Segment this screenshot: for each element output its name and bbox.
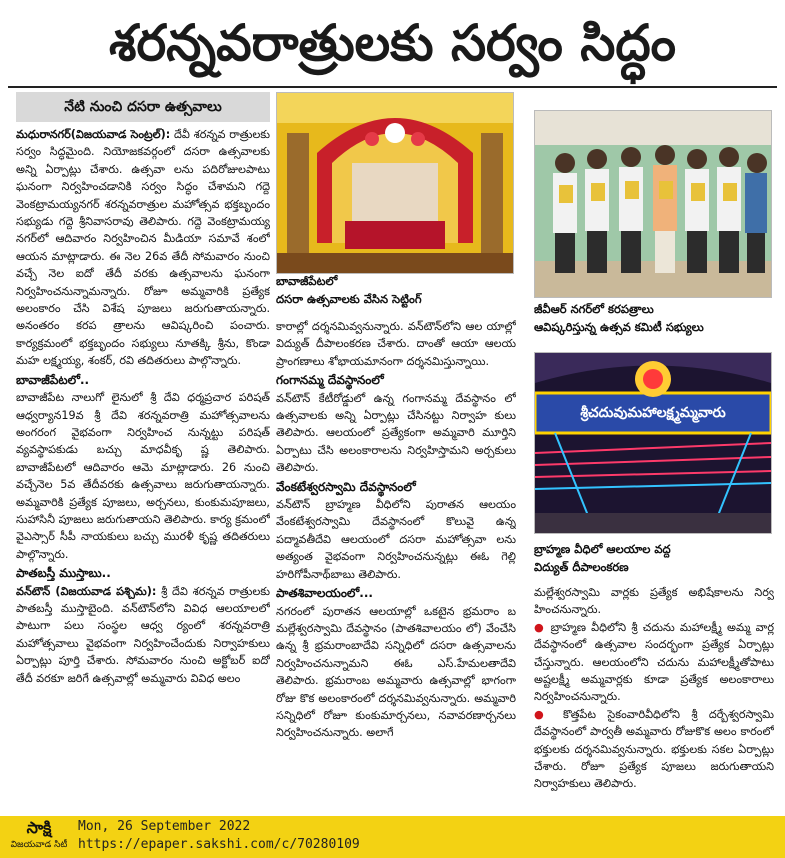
edition-date: Mon, 26 September 2022 — [78, 819, 251, 834]
subheadline: నేటి నుంచి దసరా ఉత్సవాలు — [16, 92, 270, 122]
bullet-icon: ● — [534, 707, 552, 721]
paragraph: నగరంలో పురాతన ఆలయాల్లో ఒకటైన భ్రమరాం బ మల్లేశ్వరస్వామి దేవస్థానం (పాతశివాలయం లో) వేంచేసి ఉన్న శ్రీ భ్రమరాంబాదేవి సన్నిధిలో దసరా ఉత్సవాలను నిర్వహించనున్నామని ఈఓ ఎస్.హేమలతాదేవి తెలిపారు. భ్రమరాంబ అమ్మవారు ఉత్సవాల్లో భాగంగా రోజు కొక అలంకారంలో దర్శనమివ్వనున్నారు. అమ్మవారి సన్నిధిలో రోజూ కుంకుమార్చనలు, నవావరణార్చనలు నిర్వహించనున్నారు. అలాగే — [276, 604, 516, 740]
paragraph: బావాజీపేట నాలుగో లైనులో శ్రీ దేవి ధర్మప్రచార పరిషత్ ఆధ్వర్యాన19వ శ్రీ దేవి శరన్నవరాత్రి మహోత్సవాలను అంగరంగ వైభవంగా నిర్వహించ నున్నట్టు పరిషత్ వ్యవస్థాపకుడు బచ్చు మాధవీకృ ష్ణ తెలిపారు. బావాజీపేటలో ఆదివారం ఆమె మాట్లాడారు. 26 నుంచి వచ్చేనెల 5వ తేదీవరకు ఉత్సవాలు జరుగుతాయన్నారు. అమ్మవారికి ప్రత్యేక పూజలు, అర్చనలు, కుంకుమపూజలు, సుహాసినీ పూజలు జరుగుతాయని తెలిపారు. కార్య క్రమంలో వైఎస్సార్ సీపీ నాయకులు బచ్చు మురళీ కృష్ణ తదితరులు పాల్గొన్నారు. — [16, 391, 270, 561]
paragraph: కారాల్లో దర్శనమివ్వనున్నారు. వన్‌టౌన్‌లోని ఆల యాల్లో విద్యుత్ దీపాలంకరణ చేశారు. దాంతో ఆయా ఆలయ ప్రాంగణాలు శోభాయమానంగా దర్శనమిస్తున్నాయి. — [276, 320, 516, 368]
dateline: వన్‌టౌన్ (విజయవాడ పశ్చిమ): — [16, 584, 157, 598]
caption-line: బ్రాహ్మణ వీధిలో ఆలయాల వద్ద — [534, 542, 671, 556]
headline: శరన్నవరాత్రులకు సర్వం సిద్ధం — [108, 14, 676, 72]
bullet-icon: ● — [534, 620, 546, 634]
lighting-image — [535, 353, 771, 533]
logo-edition: విజయవాడ సిటీ — [10, 840, 68, 850]
section-heading: పాతశివాలయంలో... — [276, 586, 373, 601]
arch-sign: శ్రీచదువుమహాలక్ష్మమ్మవారు — [580, 405, 726, 421]
paragraph: కొత్తపేట సైకంవారివీధిలోని శ్రీ దర్బేశ్వరస్వామి దేవస్థానంలో పార్వతీ అమ్మవారు రోజుకొక అలం కారంలో భక్తులకు దర్శనమివ్వనున్నారు. భక్తులకు సకల ఏర్పాట్లు చేశారు. రోజూ ప్రత్యేక పూజలు జరుగుతాయని నిర్వాహకులు తెలిపారు. — [534, 707, 774, 791]
article-column-2 — [276, 318, 516, 816]
stage-image — [277, 93, 513, 273]
caption-line: బావాజీపేటలో — [276, 274, 338, 288]
article-column-3 — [534, 584, 774, 816]
headline-rule — [8, 86, 777, 88]
caption-line: జీవీఆర్ నగర్‌లో కరపత్రాలు — [534, 302, 654, 316]
paragraph: శ్రీ దేవి శరన్నవ రాత్రులకు పాతబస్తీ ముస్తాబైంది. వన్‌టౌన్‌లోని వివిధ ఆలయాలలో పాటుగా పలు సంస్థల ఆధ్వ ర్యంలో శరన్నవరాత్రి మహోత్సవాలు వైభవంగా నిర్వహించేందుకు నిర్వాహకులు ఏర్పాట్లు పూర్తి చేశారు. సోమవారం నుంచి అక్టోబర్ ఐదో తేదీ వరకూ జరిగే ఉత్సవాల్లో అమ్మవారు వివిధ అలం — [16, 584, 270, 685]
photo-caption-3 — [534, 540, 774, 576]
dateline: మధురానగర్(విజయవాడ సెంట్రల్): — [16, 128, 171, 141]
photo-caption-1 — [276, 272, 512, 308]
paragraph: బ్రాహ్మణ వీధిలోని శ్రీ చదును మహాలక్ష్మీ అమ్మ వార్ల దేవస్థానంలో ఉత్సవాల సందర్భంగా ప్రత్యేక ఏర్పాట్లు చేస్తున్నారు. ఆలయంలోని చదును మహాలక్ష్మీతోపాటు అష్టలక్ష్మీ అమ్మవార్లకు కూడా ప్రత్యేక అలంకారాలు నిర్వహించనున్నారు. — [534, 620, 774, 704]
sakshi-logo — [4, 818, 74, 856]
caption-line: దసరా ఉత్సవాలకు వేసిన సెట్టింగ్ — [276, 292, 422, 306]
paragraph: మల్లేశ్వరస్వామి వార్లకు ప్రత్యేక అభిషేకాలను నిర్వ హించనున్నారు. — [534, 586, 774, 617]
logo-name: సాక్షి — [26, 818, 52, 837]
paragraph: వన్‌టౌన్ బ్రాహ్మణ వీధిలోని పురాతన ఆలయం వేంకటేశ్వరస్వామి దేవస్థానంలో కొలువై ఉన్న పద్మావతీదేవి ఆలయంలో దసరా మహోత్సవా లను అత్యంత వైభవంగా నిర్వహించనున్నట్లు ఈఓ గెల్లి హరిగోపీనాథ్‌బాబు తెలిపారు. — [276, 498, 516, 581]
caption-line: ఆవిష్కరిస్తున్న ఉత్సవ కమిటీ సభ్యులు — [534, 320, 704, 334]
photo-lighting-decoration — [534, 352, 772, 534]
photo-caption-2 — [534, 300, 774, 336]
paragraph: వన్‌టౌన్ కేటీరోడ్డులో ఉన్న గంగానమ్మ దేవస్థానం లో ఉత్సవాలకు అన్ని ఏర్పాట్లు చేసినట్టు నిర్వాహ కులు తెలిపారు. ఆలయంలో ప్రత్యేకంగా అమ్మవారి మూర్తిని ఏర్పాటు చేసి అలంకారాలను నిర్వహిస్తామని అర్చకులు తెలిపారు. — [276, 391, 516, 475]
photo-dasara-setting — [276, 92, 514, 274]
footer-bar — [0, 816, 785, 858]
article-column-1 — [16, 126, 270, 816]
epaper-link[interactable]: https://epaper.sakshi.com/c/70280109 — [78, 837, 360, 852]
photo-committee-members — [534, 110, 772, 298]
committee-image — [535, 111, 771, 297]
section-heading: వేంకటేశ్వరస్వామి దేవస్థానంలో — [276, 479, 416, 494]
section-heading: బావాజీపేటలో.. — [16, 372, 90, 387]
caption-line: విద్యుత్ దీపాలంకరణ — [534, 560, 629, 574]
paragraph: దేవీ శరన్నవ రాత్రులకు సర్వం సిద్ధమైంది. నియోజకవర్గంలో దసరా ఉత్సవాలకు అన్ని ఏర్పాట్లు చేశారు. ఉత్సవా లను పదిరోజులపాటు ఘనంగా నిర్వహించడానికి సర్వం సిద్ధం చేశామని గద్దె వెంకట్రామయ్యనగర్ శరన్నవరాత్రుల మహోత్సవ భక్తబృందం సభ్యుడు గద్దె శ్రీనివాసరావు తెలిపారు. గద్దె వెంకట్రామయ్య నగర్‌లో ఆదివారం నిర్వహించిన మీడియా సమావే శంలో ఆయన మాట్లాడారు. ఈ నెల 26వ తేదీ సోమవారం నుంచి వచ్చే నెల ఐదో తేదీ వరకు ఉత్సవాలను ఘనంగా నిర్వహించనున్నామన్నారు. రోజూ అమ్మవారికి ప్రత్యేక అలంకారం చేసి విశేష పూజలు జరుగుతాయన్నారు. అనంతరం కరప త్రాలను ఆవిష్కరించి పంచారు. కార్యక్రమంలో భక్తబృందం సభ్యులు నూతక్కి శ్రీను, కొండా మహ లక్ష్మయ్య, శంకర్, రవి తదితరులు పాల్గొన్నారు. — [16, 128, 270, 368]
section-heading: గంగానమ్మ దేవస్థానంలో — [276, 373, 384, 388]
section-heading: పాతబస్తీ ముస్తాబు.. — [16, 566, 111, 581]
